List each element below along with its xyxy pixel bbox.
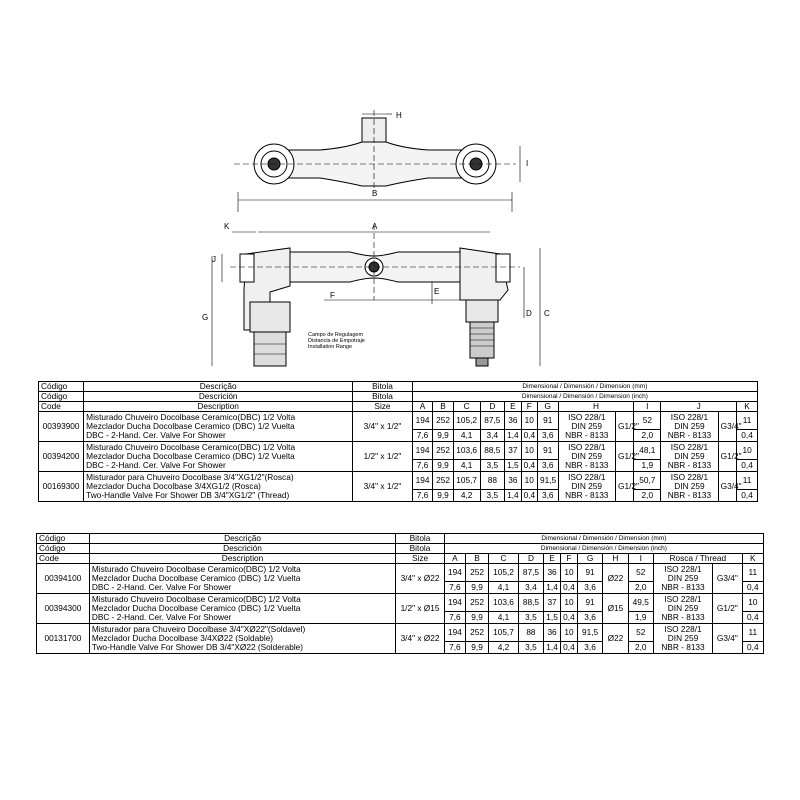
hdr-description: Description [84,402,353,412]
code-cell: 00394300 [37,594,90,624]
code-cell: 00394200 [39,442,84,472]
table-row [39,412,758,430]
front-view [212,224,540,366]
dim-mm-cell: 36 [544,564,561,582]
hdr-col-g: G [537,402,558,412]
size-cell: 3/4" x Ø22 [396,564,445,594]
dim-inch-cell: 0,4 [561,642,578,654]
dim-mm-cell: 37 [505,442,521,460]
hdr2-size: Size [396,554,445,564]
dim-mm-cell: 105,2 [453,412,480,430]
hdr2-descricao: Descrição [89,534,395,544]
hdr2-descricion: Descrición [89,544,395,554]
dim-i-mm-cell: 52 [628,564,653,582]
size-cell: 3/4" x Ø22 [396,624,445,654]
dim-inch-cell: 0,4 [521,430,537,442]
dim-inch-cell: 4,2 [489,642,519,654]
description-cell [84,472,353,502]
dim-mm-cell: 36 [505,412,521,430]
cell-line: ISO 228/1 [670,472,709,482]
dim-k-mm-cell: 11 [737,412,758,430]
description-cell [89,624,395,654]
j-standard-cell [661,412,719,442]
cell-line: Misturador para Chuveiro Docolbase 3/4"XØ22"(Soldavel) [91,624,306,634]
cell-line: DIN 259 [571,421,602,431]
h-standard-cell [558,442,616,472]
cell-line: Misturado Chuveiro Docolbase Ceramico(DBC) 1/2 Volta [91,594,301,604]
dim-i-mm-cell: 52 [634,412,661,430]
dim-inch-cell: 9,9 [433,460,454,472]
cell-line: DIN 259 [667,603,699,613]
dim-i-mm-cell: 48,1 [634,442,661,460]
hdr2-bitola-es: Bitola [396,544,445,554]
dim-inch-cell: 0,4 [521,460,537,472]
h-thread-cell: G1/2" [616,412,634,442]
dim-inch-cell: 7,6 [412,460,433,472]
cell-line: DBC - 2-Hand. Cer. Valve For Shower [86,430,226,440]
dim-mm-cell: 103,6 [453,442,480,460]
cell-line: ISO 228/1 [664,624,702,634]
h-standard-cell [558,472,616,502]
hdr-col-f: F [521,402,537,412]
cell-line: Misturado Chuveiro Docolbase Ceramico(DBC) 1/2 Volta [86,442,296,452]
dim-label-j: J [212,255,216,264]
dim-inch-cell: 3,4 [518,582,543,594]
range-note-line: Distancia de Empotraje [308,338,365,344]
dim-mm-cell: 194 [412,412,433,430]
dim-mm-cell: 36 [544,624,561,642]
dim-label-i: I [526,159,529,168]
hdr-codigo-es: Código [39,392,84,402]
dim-mm-cell: 103,6 [489,594,519,612]
hdr2-description: Description [89,554,395,564]
dim-mm-cell: 37 [544,594,561,612]
hdr-col-b: B [433,402,454,412]
dim-k-inch-cell: 0,4 [737,430,758,442]
dim-label-k: K [224,222,230,231]
j-thread-cell: G3/4" [713,624,743,654]
cell-line: Mezclador Ducha Docolbase Ceramico (DBC) 1/2 Vuelta [86,421,295,431]
dim-inch-cell: 7,6 [444,582,465,594]
hdr-col-h: H [558,402,634,412]
cell-line: Mezclador Ducha Docolbase 3/4XØ22 (Soldable) [91,633,274,643]
hdr2-col-c: C [489,554,519,564]
dim-k-inch-cell: 0,4 [742,582,763,594]
hdr-col-i: I [634,402,661,412]
dim-mm-cell: 88 [518,624,543,642]
dim-mm-cell: 10 [521,412,537,430]
dim-label-g: G [202,313,209,322]
dim-k-mm-cell: 11 [737,472,758,490]
hdr2-codigo-es: Código [37,544,90,554]
dim-mm-cell: 10 [561,564,578,582]
hdr2-col-a: A [444,554,465,564]
cell-line: NBR - 8133 [667,490,712,500]
cell-line: Mezclador Ducha Docolbase Ceramico (DBC) 1/2 Vuelta [91,603,301,613]
description-cell [89,594,395,624]
dim-inch-cell: 3,5 [480,460,505,472]
dim-inch-cell: 7,6 [412,430,433,442]
dim-k-mm-cell: 11 [742,624,763,642]
hdr-descricion: Descrición [84,392,353,402]
hdr-col-a: A [412,402,433,412]
hdr-col-c: C [453,402,480,412]
dim-mm-cell: 105,7 [453,472,480,490]
dim-label-b: B [372,189,378,198]
dim-mm-cell: 252 [465,564,488,582]
dim-i-inch-cell: 2,0 [628,642,653,654]
hdr2-col-i: I [628,554,653,564]
dim-i-inch-cell: 2,0 [634,490,661,502]
dim-mm-cell: 252 [465,594,488,612]
hdr-bitola-es: Bitola [353,392,413,402]
dim-inch-cell: 7,6 [412,490,433,502]
dim-inch-cell: 0,4 [521,490,537,502]
code-cell: 00393900 [39,412,84,442]
hdr2-codigo: Código [37,534,90,544]
table-row [39,472,758,490]
cell-line: DIN 259 [674,421,705,431]
dim-k-inch-cell: 0,4 [737,460,758,472]
cell-line: NBR - 8133 [661,582,705,592]
hdr-col-d: D [480,402,505,412]
table-row [37,624,764,642]
dim-mm-cell: 10 [561,594,578,612]
cell-line: DIN 259 [571,451,602,461]
dim-mm-cell: 88,5 [480,442,505,460]
dim-k-mm-cell: 10 [742,594,763,612]
cell-line: DBC - 2-Hand. Cer. Valve For Shower [91,612,232,622]
cell-line: ISO 228/1 [670,442,709,452]
size-cell: 1/2" x Ø15 [396,594,445,624]
dim-label-f: F [330,291,335,300]
installation-range-note [308,332,365,350]
j-standard-cell [653,564,712,594]
dim-i-inch-cell: 1,9 [628,612,653,624]
dim-mm-cell: 194 [444,624,465,642]
size-cell: 3/4" x 1/2" [353,412,413,442]
cell-line: ISO 228/1 [568,442,606,452]
cell-line: NBR - 8133 [667,460,712,470]
j-thread-cell: G3/4" [718,472,736,502]
dim-mm-cell: 194 [412,442,433,460]
dim-inch-cell: 4,1 [489,582,519,594]
dim-mm-cell: 10 [521,442,537,460]
hdr-descricao: Descrição [84,382,353,392]
size-cell: 1/2" x 1/2" [353,442,413,472]
hdr2-col-b: B [465,554,488,564]
dim-label-h: H [396,111,402,120]
hdr2-code: Code [37,554,90,564]
dim-label-c: C [544,309,550,318]
code-cell: 00169300 [39,472,84,502]
dim-mm-cell: 91 [537,412,558,430]
cell-line: ISO 228/1 [568,472,606,482]
dim-mm-cell: 91,5 [577,624,602,642]
hdr-bitola: Bitola [353,382,413,392]
cell-line: DIN 259 [674,481,705,491]
dim-inch-cell: 9,9 [465,612,488,624]
table-row [37,564,764,582]
table-row [39,442,758,460]
description-cell [89,564,395,594]
j-thread-cell: G1/2" [713,594,743,624]
dim-inch-cell: 3,6 [577,612,602,624]
dim-inch-cell: 1,4 [544,582,561,594]
hdr2-col-g: G [577,554,602,564]
dim-mm-cell: 10 [561,624,578,642]
dim-inch-cell: 3,6 [537,460,558,472]
cell-line: Mezclador Ducha Docolbase Ceramico (DBC) 1/2 Vuelta [91,573,301,583]
hdr-codigo: Código [39,382,84,392]
dim-mm-cell: 252 [433,412,454,430]
dim-mm-cell: 194 [444,594,465,612]
hdr-col-j: J [661,402,737,412]
dim-mm-cell: 36 [505,472,521,490]
hdr2-col-h: H [603,554,628,564]
code-cell: 00394100 [37,564,90,594]
technical-drawing [0,0,800,380]
dim-inch-cell: 9,9 [465,582,488,594]
dim-inch-cell: 9,9 [433,490,454,502]
dim-inch-cell: 3,6 [577,642,602,654]
hdr-dimensional-inch: Dimensional / Dimensión / Dimension (inch) [412,392,757,402]
range-note-line: Installation Range [308,344,353,350]
dim-inch-cell: 4,1 [453,430,480,442]
dim-mm-cell: 91,5 [537,472,558,490]
cell-line: ISO 228/1 [664,564,702,574]
hdr2-col-d: D [518,554,543,564]
dim-inch-cell: 1,4 [505,490,521,502]
dim-inch-cell: 1,5 [544,612,561,624]
dim-mm-cell: 87,5 [518,564,543,582]
h-standard-cell [558,412,616,442]
h-diameter-cell: Ø22 [603,564,628,594]
dim-inch-cell: 4,1 [453,460,480,472]
hdr-col-k: K [737,402,758,412]
dim-mm-cell: 91 [577,564,602,582]
cell-line: NBR - 8133 [565,430,609,440]
dim-inch-cell: 1,5 [505,460,521,472]
cell-line: DIN 259 [667,633,699,643]
cell-line: Two-Handle Valve For Shower DB 3/4"XØ22 (Solderable) [91,642,304,652]
cell-line: NBR - 8133 [661,612,705,622]
dim-inch-cell: 3,6 [577,582,602,594]
dim-mm-cell: 105,7 [489,624,519,642]
h-thread-cell: G1/2" [616,472,634,502]
dim-i-mm-cell: 49,5 [628,594,653,612]
cell-line: Misturador para Chuveiro Docolbase 3/4"XG1/2"(Rosca) [86,472,294,482]
size-cell: 3/4" x 1/2" [353,472,413,502]
hdr-code: Code [39,402,84,412]
dim-inch-cell: 4,1 [489,612,519,624]
hdr-dimensional-mm: Dimensional / Dimensión / Dimension (mm) [412,382,757,392]
dim-mm-cell: 91 [537,442,558,460]
dim-i-mm-cell: 52 [628,624,653,642]
hdr-size: Size [353,402,413,412]
dim-inch-cell: 9,9 [433,430,454,442]
dim-mm-cell: 194 [412,472,433,490]
dim-label-a: A [372,222,378,231]
j-thread-cell: G3/4" [713,564,743,594]
cell-line: Misturado Chuveiro Docolbase Ceramico(DBC) 1/2 Volta [91,564,301,574]
dim-i-inch-cell: 2,0 [634,430,661,442]
dim-mm-cell: 252 [465,624,488,642]
cell-line: NBR - 8133 [565,460,609,470]
j-thread-cell: G3/4" [718,412,736,442]
hdr-col-e: E [505,402,521,412]
cell-line: DBC - 2-Hand. Cer. Valve For Shower [86,460,226,470]
table-row [37,594,764,612]
dim-inch-cell: 3,5 [518,612,543,624]
cell-line: ISO 228/1 [568,412,606,422]
j-thread-cell: G1/2" [718,442,736,472]
dim-mm-cell: 88 [480,472,505,490]
cell-line: NBR - 8133 [667,430,712,440]
hdr2-dimensional-mm: Dimensional / Dimensión / Dimension (mm) [444,534,763,544]
code-cell: 00131700 [37,624,90,654]
specs-table-solderable [36,533,764,654]
dim-mm-cell: 91 [577,594,602,612]
j-standard-cell [661,442,719,472]
j-standard-cell [653,594,712,624]
dim-inch-cell: 3,5 [518,642,543,654]
j-standard-cell [653,624,712,654]
dim-mm-cell: 252 [433,442,454,460]
h-diameter-cell: Ø15 [603,594,628,624]
cell-line: Mezclador Ducha Docolbase 3/4XG1/2 (Rosca) [86,481,261,491]
dim-mm-cell: 105,2 [489,564,519,582]
dim-inch-cell: 1,4 [505,430,521,442]
dim-mm-cell: 88,5 [518,594,543,612]
cell-line: ISO 228/1 [664,594,702,604]
cell-line: Mezclador Ducha Docolbase Ceramico (DBC) 1/2 Vuelta [86,451,295,461]
hdr2-col-j-rosca: Rosca / Thread [653,554,742,564]
dim-inch-cell: 3,5 [480,490,505,502]
cell-line: DIN 259 [667,573,699,583]
description-cell [84,442,353,472]
j-standard-cell [661,472,719,502]
dim-label-d: D [526,309,532,318]
dim-inch-cell: 1,4 [544,642,561,654]
dim-mm-cell: 87,5 [480,412,505,430]
dim-k-inch-cell: 0,4 [742,612,763,624]
cell-line: NBR - 8133 [565,490,609,500]
dim-mm-cell: 252 [433,472,454,490]
cell-line: ISO 228/1 [670,412,709,422]
dim-inch-cell: 3,4 [480,430,505,442]
dim-i-mm-cell: 50,7 [634,472,661,490]
cell-line: DIN 259 [571,481,602,491]
cell-line: DIN 259 [674,451,705,461]
h-thread-cell: G1/2" [616,442,634,472]
dim-inch-cell: 0,4 [561,582,578,594]
cell-line: Misturado Chuveiro Docolbase Ceramico(DBC) 1/2 Volta [86,412,296,422]
dim-k-inch-cell: 0,4 [737,490,758,502]
hdr2-bitola: Bitola [396,534,445,544]
dim-k-mm-cell: 10 [737,442,758,460]
cell-line: Two-Handle Valve For Shower DB 3/4"XG1/2" (Thread) [86,490,290,500]
range-note-line: Campo de Regulagem [308,332,364,338]
specs-table-threaded [38,381,758,502]
dim-mm-cell: 194 [444,564,465,582]
hdr2-col-k: K [742,554,763,564]
dim-i-inch-cell: 1,9 [634,460,661,472]
dim-inch-cell: 7,6 [444,642,465,654]
cell-line: DBC - 2-Hand. Cer. Valve For Shower [91,582,232,592]
h-diameter-cell: Ø22 [603,624,628,654]
hdr2-col-e: E [544,554,561,564]
dim-inch-cell: 9,9 [465,642,488,654]
dim-label-e: E [434,287,440,296]
dim-inch-cell: 3,6 [537,430,558,442]
dim-inch-cell: 7,6 [444,612,465,624]
dim-k-mm-cell: 11 [742,564,763,582]
dim-mm-cell: 10 [521,472,537,490]
dim-inch-cell: 4,2 [453,490,480,502]
description-cell [84,412,353,442]
hdr2-col-f: F [561,554,578,564]
dim-i-inch-cell: 2,0 [628,582,653,594]
hdr2-dimensional-inch: Dimensional / Dimensión / Dimension (inch) [444,544,763,554]
dim-inch-cell: 0,4 [561,612,578,624]
dim-inch-cell: 3,6 [537,490,558,502]
dim-k-inch-cell: 0,4 [742,642,763,654]
cell-line: NBR - 8133 [661,642,705,652]
